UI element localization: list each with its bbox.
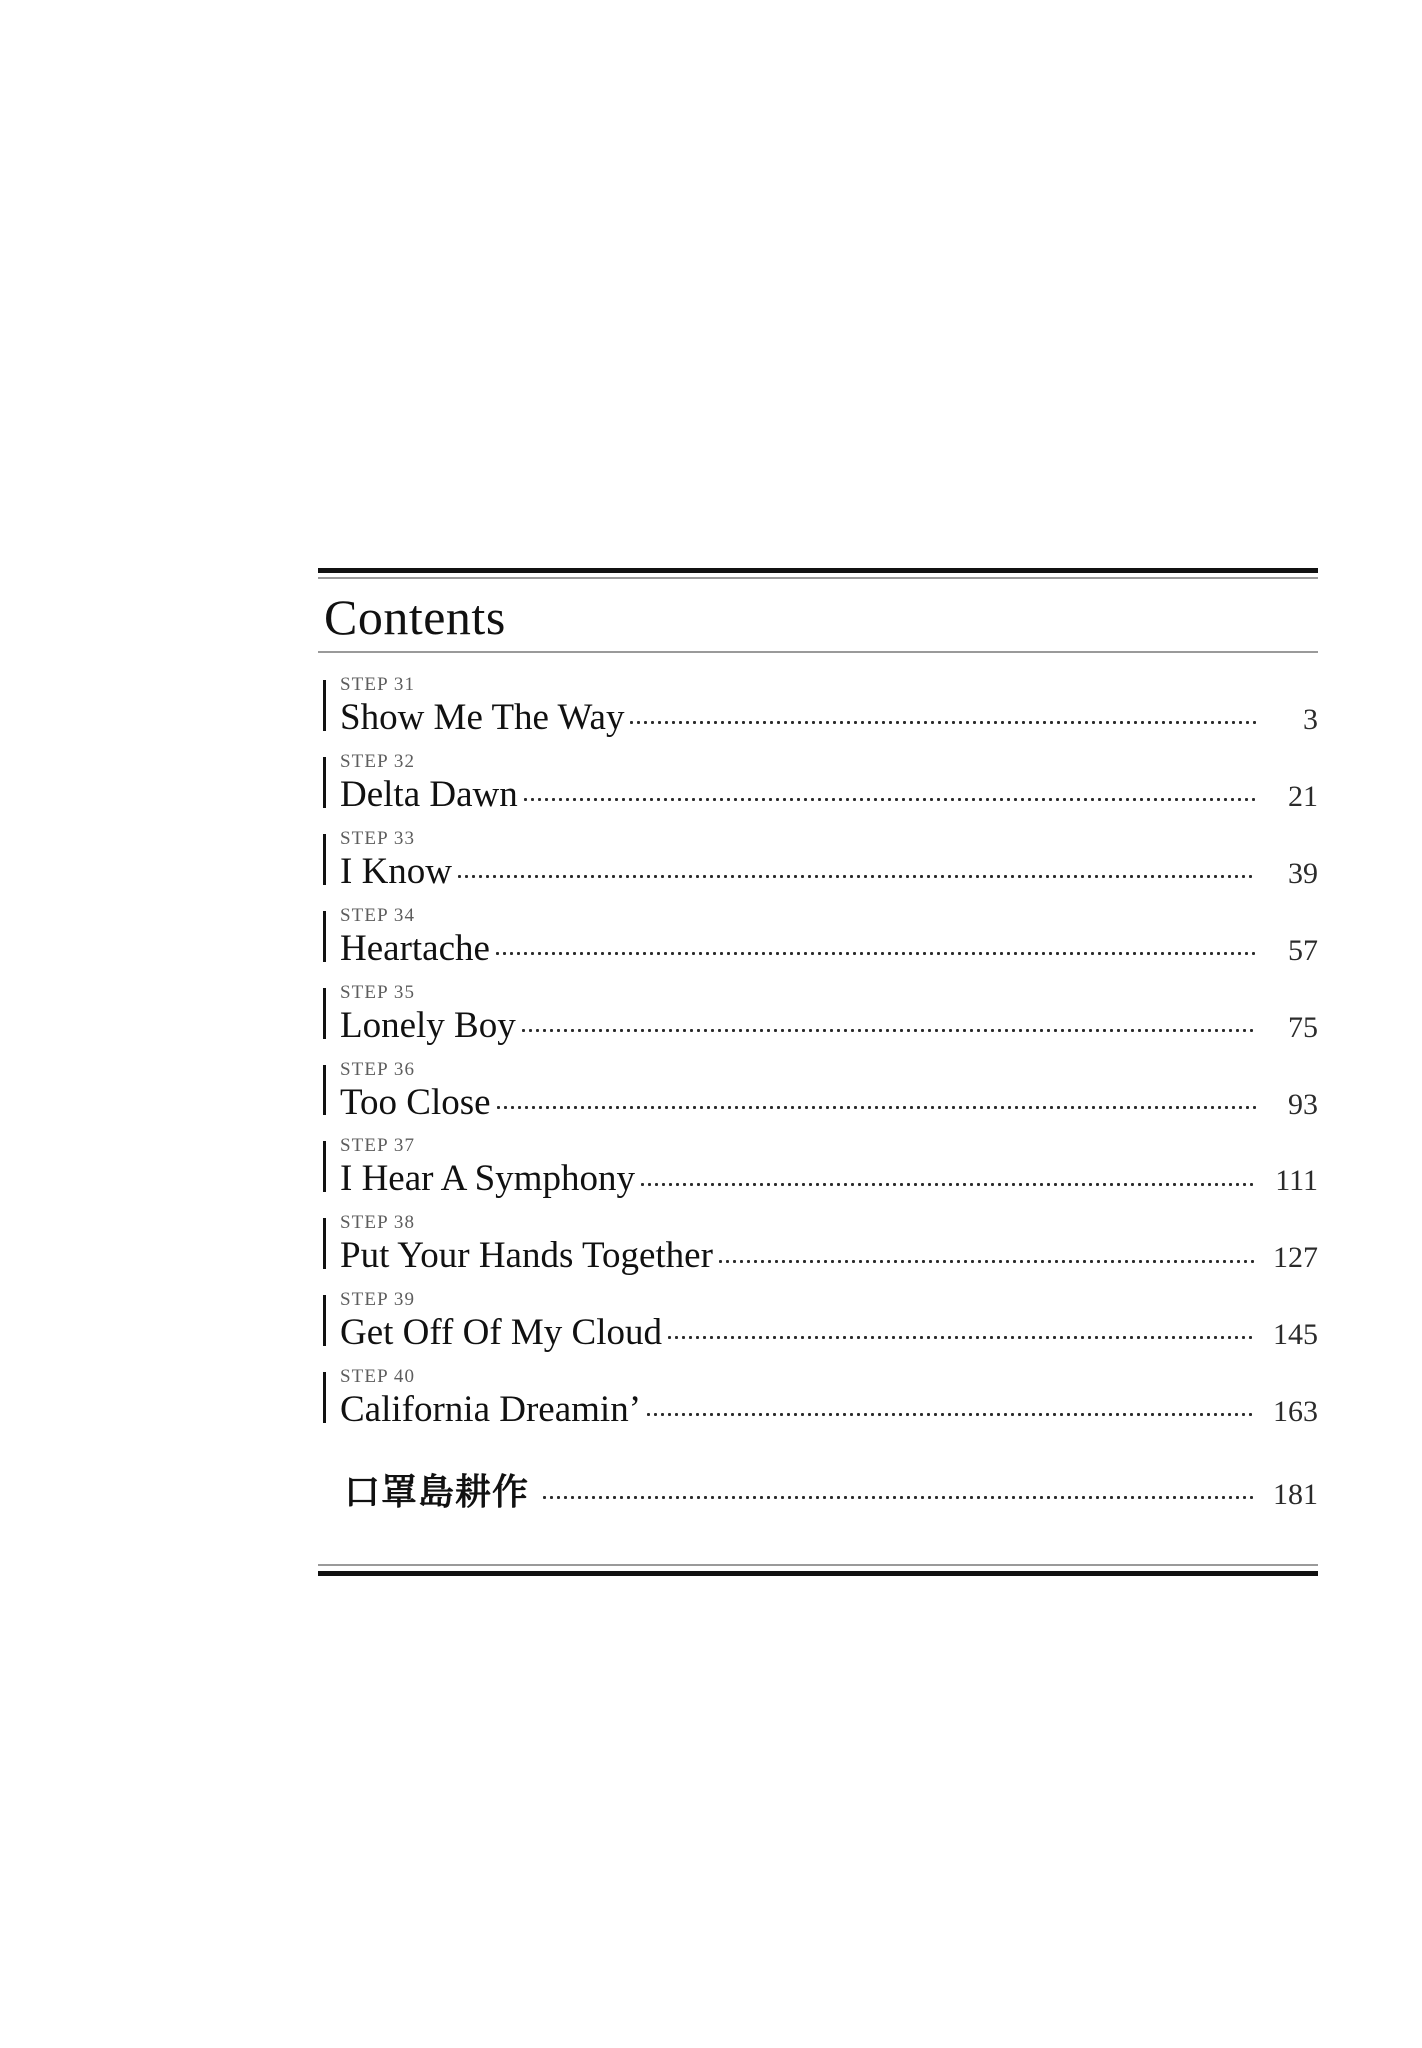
entry-title[interactable]: Get Off Of My Cloud [340, 1312, 663, 1354]
dot-leader [458, 867, 1256, 883]
entry-title[interactable]: Put Your Hands Together [340, 1235, 713, 1277]
entry-row [338, 697, 1318, 740]
table-of-contents-list [318, 653, 1318, 1514]
entry-page-number[interactable]: 39 [1288, 856, 1318, 890]
entry-page-number[interactable]: 21 [1288, 779, 1318, 813]
step-label: STEP 31 [340, 674, 416, 695]
entry-row [338, 1235, 1318, 1278]
entry-page-number[interactable]: 127 [1273, 1241, 1318, 1275]
entry-row [338, 1389, 1318, 1432]
page-title: Contents [324, 589, 506, 645]
toc-entry[interactable] [318, 752, 1318, 817]
step-label: STEP 36 [340, 1058, 416, 1080]
entry-title[interactable]: California Dreamin’ [340, 1389, 642, 1431]
contents-block [318, 568, 1318, 1576]
entry-title[interactable]: I Know [340, 850, 453, 892]
toc-entry[interactable] [318, 1136, 1318, 1201]
toc-entry[interactable] [318, 1213, 1318, 1278]
entry-marker-bar [323, 911, 326, 962]
entry-page-number[interactable]: 145 [1273, 1318, 1318, 1352]
step-label: STEP 35 [340, 981, 416, 1003]
toc-entry[interactable] [318, 829, 1318, 894]
entry-title[interactable]: Delta Dawn [340, 773, 518, 815]
entry-row [338, 1005, 1318, 1048]
entry-page-number[interactable]: 3 [1303, 703, 1318, 736]
step-label: STEP 39 [340, 1289, 416, 1311]
entry-marker-bar [323, 1295, 326, 1346]
toc-entry[interactable] [318, 1367, 1318, 1432]
step-label: STEP 38 [340, 1212, 416, 1234]
entry-row [338, 1312, 1318, 1355]
entry-row [338, 1158, 1318, 1201]
step-label: STEP 32 [340, 750, 416, 772]
entry-marker-bar [323, 757, 326, 808]
entry-title[interactable]: I Hear A Symphony [340, 1158, 635, 1200]
entry-marker-bar [323, 834, 326, 885]
entry-row [338, 851, 1318, 894]
dot-leader [641, 1174, 1256, 1190]
toc-entry[interactable] [318, 1290, 1318, 1355]
entry-page-number[interactable]: 111 [1275, 1164, 1318, 1198]
toc-entry[interactable] [318, 906, 1318, 971]
entry-title[interactable]: Lonely Boy [340, 1004, 516, 1046]
dot-leader [522, 1021, 1256, 1037]
entry-marker-bar [323, 1372, 326, 1423]
entry-page-number[interactable]: 93 [1288, 1087, 1318, 1121]
step-label: STEP 40 [340, 1366, 416, 1388]
entry-page-number[interactable]: 75 [1288, 1010, 1318, 1044]
entry-marker-bar [323, 988, 326, 1039]
entry-marker-bar [323, 680, 326, 731]
dot-leader [497, 1098, 1256, 1114]
toc-entry[interactable] [318, 675, 1318, 740]
entry-title[interactable]: Too Close [340, 1081, 491, 1123]
entry-row [338, 1472, 1318, 1514]
entry-title[interactable]: Heartache [340, 927, 490, 969]
dot-leader [719, 1251, 1256, 1267]
toc-entry[interactable] [318, 983, 1318, 1048]
step-label: STEP 33 [340, 827, 416, 849]
step-label: STEP 37 [340, 1135, 416, 1157]
entry-row [338, 1082, 1318, 1125]
dot-leader [543, 1488, 1256, 1504]
dot-leader [524, 790, 1256, 806]
entry-page-number[interactable]: 181 [1273, 1478, 1318, 1512]
entry-marker-bar [323, 1141, 326, 1192]
toc-entry-appendix[interactable] [318, 1472, 1318, 1514]
entry-row [338, 774, 1318, 817]
dot-leader [496, 944, 1256, 960]
dot-leader [647, 1405, 1256, 1421]
entry-marker-bar [323, 1218, 326, 1269]
dot-leader [630, 713, 1256, 729]
entry-title[interactable]: 口罩島耕作 [344, 1471, 530, 1514]
entry-title[interactable]: Show Me The Way [340, 697, 625, 738]
bottom-spacer [318, 1540, 1318, 1564]
dot-leader [668, 1328, 1256, 1344]
bottom-rule-thick [318, 1571, 1318, 1576]
step-label: STEP 34 [340, 904, 416, 926]
entry-row [338, 928, 1318, 971]
heading-block [318, 579, 1318, 651]
entry-page-number[interactable]: 163 [1273, 1395, 1318, 1429]
entry-marker-bar [323, 1065, 326, 1116]
toc-entry[interactable] [318, 1060, 1318, 1125]
entry-page-number[interactable]: 57 [1288, 933, 1318, 967]
